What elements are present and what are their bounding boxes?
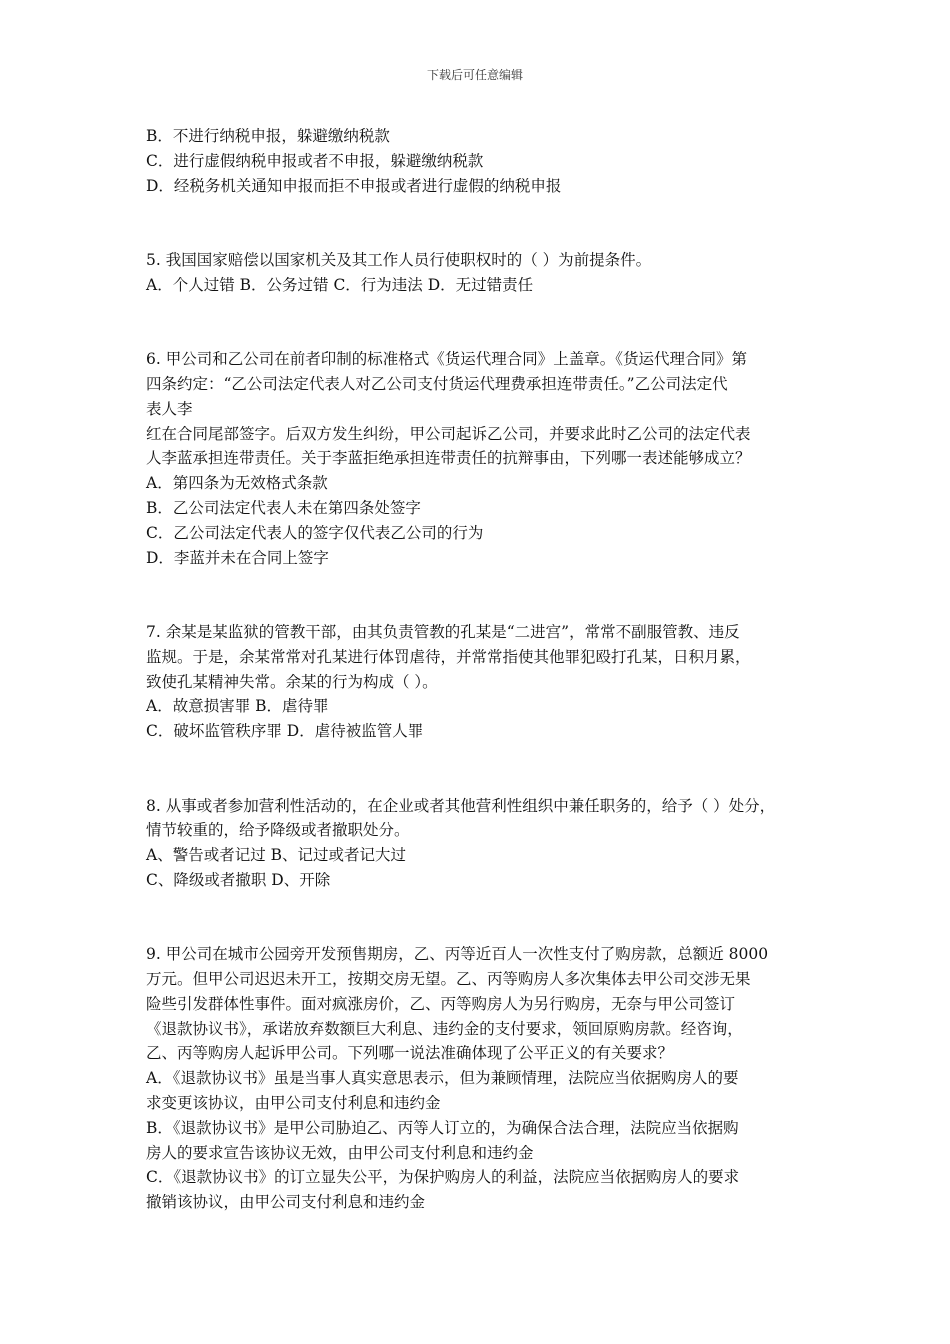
page-header: 下载后可任意编辑 (426, 68, 523, 82)
option-line: D．经税务机关通知申报而拒不申报或者进行虚假的纳税申报 (146, 176, 562, 195)
question-6-option-c: C．乙公司法定代表人的签字仅代表乙公司的行为 (146, 523, 484, 542)
blank-space (146, 893, 818, 943)
question-6-text: 表人李 (146, 399, 193, 418)
question-7-options: A．故意损害罪 B．虐待罪 (146, 697, 329, 716)
question-6-option-b: B．乙公司法定代表人未在第四条处签字 (146, 498, 421, 517)
question-6-option-d: D．李蓝并未在合同上签字 (146, 548, 329, 567)
question-5-options: A．个人过错 B．公务过错 C．行为违法 D．无过错责任 (146, 275, 534, 294)
question-9-text: 万元。但甲公司迟迟未开工，按期交房无望。乙、丙等购房人多次集体去甲公司交涉无果 (146, 970, 751, 989)
question-9-text: 《退款协议书》，承诺放弃数额巨大利息、违约金的支付要求，领回原购房款。经咨询， (146, 1019, 743, 1038)
question-7-options: C．破坏监管秩序罪 D．虐待被监管人罪 (146, 722, 424, 741)
question-6-text: 红在合同尾部签字。后双方发生纠纷，甲公司起诉乙公司，并要求此时乙公司的法定代表 (146, 424, 751, 443)
question-6-text: 6. 甲公司和乙公司在前者印制的标准格式《货运代理合同》上盖章。《货运代理合同》第 (146, 350, 747, 369)
question-6-text: 四条约定：“乙公司法定代表人对乙公司支付货运代理费承担连带责任。”乙公司法定代 (146, 374, 728, 393)
option-line: C．进行虚假纳税申报或者不申报，躲避缴纳税款 (146, 151, 484, 170)
question-9-text: 险些引发群体性事件。面对疯涨房价，乙、丙等购房人为另行购房，无奈与甲公司签订 (146, 994, 736, 1013)
question-5-text: 5. 我国国家赔偿以国家机关及其工作人员行使职权时的（ ）为前提条件。 (146, 250, 652, 269)
question-8-text: 8. 从事或者参加营利性活动的，在企业或者其他营利性组织中兼任职务的，给予（ ）处分， (146, 796, 776, 815)
question-9-option-a: 求变更该协议，由甲公司支付利息和违约金 (146, 1094, 441, 1113)
question-9-option-c: C．《退款协议书》的订立显失公平，为保护购房人的利益，法院应当依据购房人的要求 (146, 1168, 740, 1187)
question-8-options: C、降级或者撤职 D、开除 (146, 870, 331, 889)
question-9-option-b: B．《退款协议书》是甲公司胁迫乙、丙等人订立的，为确保合法合理，法院应当依据购 (146, 1118, 739, 1137)
question-9-option-a: A．《退款协议书》虽是当事人真实意思表示，但为兼顾情理，法院应当依据购房人的要 (146, 1069, 739, 1088)
question-9-text: 9. 甲公司在城市公园旁开发预售期房，乙、丙等近百人一次性支付了购房款，总额近 8000 (146, 945, 769, 964)
question-8-text: 情节较重的，给予降级或者撤职处分。 (146, 821, 410, 840)
blank-space (146, 298, 818, 348)
question-7-text: 监规。于是，余某常常对孔某进行体罚虐待，并常常指使其他罪犯殴打孔某，日积月累， (146, 647, 751, 666)
option-line: B．不进行纳税申报，躲避缴纳税款 (146, 127, 390, 145)
question-7-text: 致使孔某精神失常。余某的行为构成（ ）。 (146, 672, 438, 691)
question-6-text: 人李蓝承担连带责任。关于李蓝拒绝承担连带责任的抗辩事由，下列哪一表述能够成立？ (146, 449, 751, 468)
blank-space (146, 744, 818, 794)
question-8-options: A、警告或者记过 B、记过或者记大过 (146, 846, 407, 865)
blank-space (146, 570, 818, 620)
document-body (146, 124, 818, 1215)
blank-space (146, 198, 818, 248)
question-9-option-b: 房人的要求宣告该协议无效，由甲公司支付利息和违约金 (146, 1143, 534, 1162)
question-6-option-a: A．第四条为无效格式条款 (146, 474, 328, 493)
question-7-text: 7. 余某是某监狱的管教干部，由其负责管教的孔某是“二进宫”，常常不副服管教、违反 (146, 622, 740, 641)
question-9-text: 乙、丙等购房人起诉甲公司。下列哪一说法准确体现了公平正义的有关要求？ (146, 1044, 674, 1063)
question-9-option-c: 撤销该协议，由甲公司支付利息和违约金 (146, 1193, 426, 1212)
